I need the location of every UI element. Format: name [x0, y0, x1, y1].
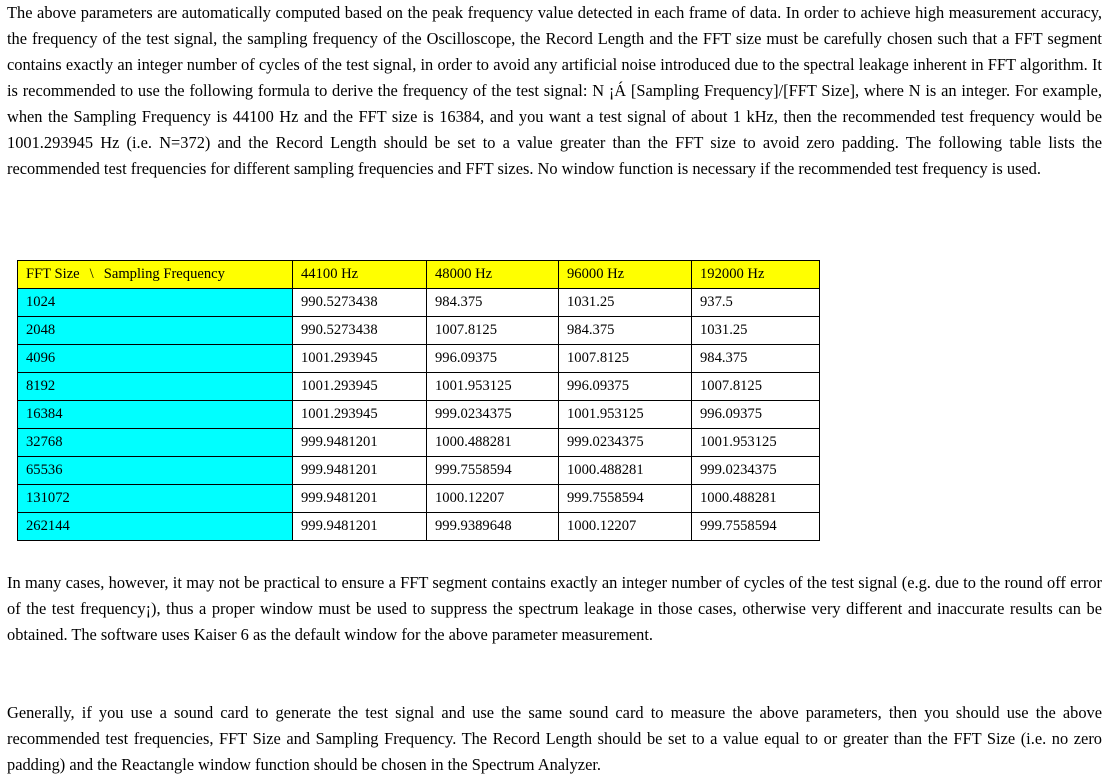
table-row	[18, 429, 820, 457]
frequency-cell: 999.0234375	[427, 401, 559, 429]
frequency-cell: 984.375	[692, 345, 820, 373]
frequency-cell: 1001.953125	[692, 429, 820, 457]
sound-card-paragraph: Generally, if you use a sound card to generate the test signal and use the same sound card to measure the above parameters, then you should use the above recommended test frequencies, FFT Size and Sampling Frequency. The Record Length should be set to a value equal to or greater than the FFT Size (i.e. no zero padding) and the Reactangle window function should be chosen in the Spectrum Analyzer.	[7, 703, 1102, 774]
intro-paragraph: The above parameters are automatically computed based on the peak frequency value detected in each frame of data. In order to achieve high measurement accuracy, the frequency of the test signal, the sampling frequency of the Oscilloscope, the Record Length and the FFT size must be carefully chosen such that a FFT segment contains exactly an integer number of cycles of the test signal, in order to avoid any artificial noise introduced due to the spectral leakage inherent in FFT algorithm. It is recommended to use the following formula to derive the frequency of the test signal: N ¡Á [Sampling Frequency]/[FFT Size], where N is an integer. For example, when the Sampling Frequency is 44100 Hz and the FFT size is 16384, and you want a test signal of about 1 kHz, then the recommended test frequency would be 1001.293945 Hz (i.e. N=372) and the Record Length should be set to a value greater than the FFT size to avoid zero padding. The following table lists the recommended test frequencies for different sampling frequencies and FFT sizes. No window function is necessary if the recommended test frequency is used.	[7, 3, 1102, 178]
frequency-cell: 1001.293945	[293, 373, 427, 401]
frequency-cell: 999.7558594	[692, 513, 820, 541]
table-row	[18, 457, 820, 485]
frequency-cell: 1000.488281	[559, 457, 692, 485]
frequency-cell: 1031.25	[692, 317, 820, 345]
header-96000: 96000 Hz	[559, 261, 692, 289]
frequency-cell: 996.09375	[427, 345, 559, 373]
table-body	[18, 289, 820, 541]
frequency-cell: 1007.8125	[559, 345, 692, 373]
frequency-cell: 1001.293945	[293, 345, 427, 373]
frequency-cell: 999.9389648	[427, 513, 559, 541]
fft-size-cell: 65536	[18, 457, 293, 485]
header-fft-size-label: FFT Size	[26, 266, 80, 282]
table-row	[18, 401, 820, 429]
frequency-cell: 999.0234375	[559, 429, 692, 457]
fft-size-cell: 16384	[18, 401, 293, 429]
header-separator: \	[89, 266, 94, 282]
table-row	[18, 513, 820, 541]
frequency-cell: 1031.25	[559, 289, 692, 317]
frequency-cell: 999.7558594	[427, 457, 559, 485]
fft-size-cell: 1024	[18, 289, 293, 317]
table-row	[18, 485, 820, 513]
frequency-cell: 1000.488281	[692, 485, 820, 513]
fft-size-cell: 131072	[18, 485, 293, 513]
header-fft-size-sampling	[18, 261, 293, 289]
frequency-cell: 1000.12207	[427, 485, 559, 513]
frequency-cell: 1007.8125	[692, 373, 820, 401]
header-44100: 44100 Hz	[293, 261, 427, 289]
frequency-cell: 996.09375	[692, 401, 820, 429]
frequency-cell: 990.5273438	[293, 317, 427, 345]
frequency-cell: 999.9481201	[293, 457, 427, 485]
fft-size-cell: 4096	[18, 345, 293, 373]
header-192000: 192000 Hz	[692, 261, 820, 289]
frequency-cell: 937.5	[692, 289, 820, 317]
frequency-cell: 999.9481201	[293, 513, 427, 541]
frequency-cell: 1001.953125	[427, 373, 559, 401]
frequency-cell: 984.375	[559, 317, 692, 345]
frequency-cell: 999.7558594	[559, 485, 692, 513]
header-sampling-label: Sampling Frequency	[103, 266, 225, 282]
frequency-cell: 1001.953125	[559, 401, 692, 429]
fft-size-cell: 32768	[18, 429, 293, 457]
frequency-cell: 1007.8125	[427, 317, 559, 345]
frequency-cell: 996.09375	[559, 373, 692, 401]
frequency-cell: 999.9481201	[293, 485, 427, 513]
fft-size-cell: 2048	[18, 317, 293, 345]
frequency-cell: 1000.12207	[559, 513, 692, 541]
frequency-cell: 990.5273438	[293, 289, 427, 317]
table-row	[18, 317, 820, 345]
table-row	[18, 345, 820, 373]
recommended-frequency-table	[17, 260, 820, 541]
frequency-cell: 984.375	[427, 289, 559, 317]
header-48000: 48000 Hz	[427, 261, 559, 289]
table-row	[18, 289, 820, 317]
fft-size-cell: 8192	[18, 373, 293, 401]
frequency-cell: 999.0234375	[692, 457, 820, 485]
frequency-cell: 999.9481201	[293, 429, 427, 457]
fft-size-cell: 262144	[18, 513, 293, 541]
table-header-row	[18, 261, 820, 289]
frequency-cell: 1001.293945	[293, 401, 427, 429]
window-note-paragraph: In many cases, however, it may not be practical to ensure a FFT segment contains exactly an integer number of cycles of the test signal (e.g. due to the round off error of the test frequency¡), thus a proper window must be used to suppress the spectrum leakage in those cases, otherwise very different and inaccurate results can be obtained. The software uses Kaiser 6 as the default window for the above parameter measurement.	[7, 573, 1102, 644]
frequency-cell: 1000.488281	[427, 429, 559, 457]
table-row	[18, 373, 820, 401]
